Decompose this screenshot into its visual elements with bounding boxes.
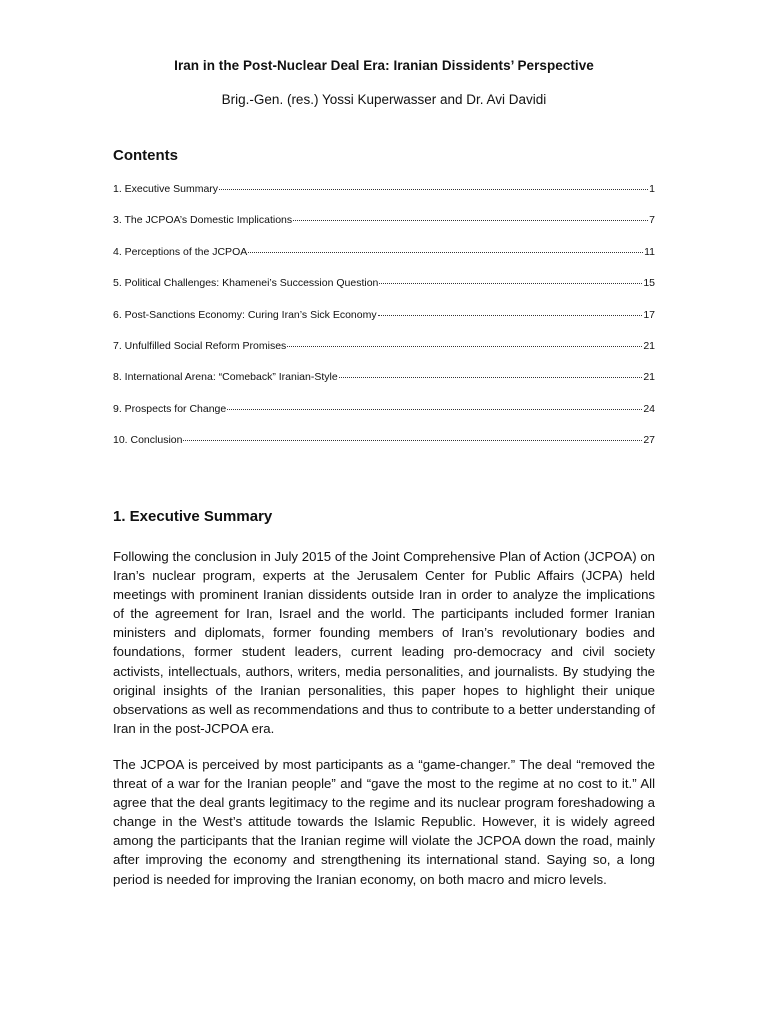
toc-entry[interactable]	[113, 403, 655, 434]
toc-entry-title: 3. The JCPOA’s Domestic Implications	[113, 214, 293, 227]
toc-dot-leader	[339, 376, 643, 378]
body-paragraph: Following the conclusion in July 2015 of the Joint Comprehensive Plan of Action (JCPOA) on Iran’s nuclear program, experts at the Jerusalem Center for Public Affairs (JCPA) held meetings with prominent Iranian dissidents outside Iran in order to analyze the implications of the agreement for Iran, Israel and the world. The participants included former Iranian ministers and diplomats, former founding members of Iran’s revolutionary bodies and foundations, former student leaders, current leading pro-democracy and civil society activists, intellectuals, authors, writers, media personalities, and journalists. By studying the original insights of the Iranian personalities, this paper hopes to highlight their unique observations as well as recommendations and thus to contribute to a better understanding of Iran in the post-JCPOA era.	[113, 549, 655, 736]
toc-entry-page: 21	[643, 371, 655, 384]
toc-dot-leader	[183, 439, 642, 441]
toc-entry-title: 6. Post-Sanctions Economy: Curing Iran’s Sick Economy	[113, 308, 377, 321]
document-authors: Brig.-Gen. (res.) Yossi Kuperwasser and Dr. Avi Davidi	[221, 92, 547, 107]
toc-dot-leader	[379, 282, 642, 284]
toc-entry-page: 21	[643, 339, 655, 352]
toc-entry-title: 5. Political Challenges: Khamenei’s Succession Question	[113, 277, 379, 290]
toc-dot-leader	[287, 345, 642, 347]
toc-entry-page: 15	[643, 277, 655, 290]
toc-entry[interactable]	[113, 371, 655, 402]
toc-entry[interactable]	[113, 434, 655, 465]
document-title: Iran in the Post-Nuclear Deal Era: Iranian Dissidents’ Perspective	[174, 58, 594, 73]
toc-entry[interactable]	[113, 277, 655, 308]
toc-entry-title: 4. Perceptions of the JCPOA	[113, 245, 248, 258]
toc-entry-title: 1. Executive Summary	[113, 183, 219, 195]
toc-entry-page: 17	[643, 308, 655, 321]
section-heading: 1. Executive Summary	[113, 508, 273, 525]
toc-entry[interactable]	[113, 340, 655, 371]
toc-entry[interactable]	[113, 309, 655, 340]
toc-entry[interactable]	[113, 246, 655, 277]
toc-entry-page: 11	[644, 245, 655, 258]
table-of-contents	[113, 183, 655, 466]
toc-entry-page: 24	[643, 402, 655, 415]
contents-heading: Contents	[113, 147, 178, 164]
toc-dot-leader	[219, 188, 648, 190]
toc-entry-page: 27	[643, 434, 655, 447]
toc-entry-title: 7. Unfulfilled Social Reform Promises	[113, 339, 287, 352]
toc-dot-leader	[248, 251, 643, 253]
toc-dot-leader	[378, 314, 643, 316]
toc-entry-title: 9. Prospects for Change	[113, 402, 227, 415]
body-paragraph: The JCPOA is perceived by most participants as a “game-changer.” The deal “removed the threat of a war for the Iranian people” and “gave the most to the regime at no cost to it.” All agree that the deal grants legitimacy to the regime and its nuclear program foreshadowing a change in the West’s attitude towards the Islamic Republic. However, it is widely agreed among the participants that the Iranian regime will violate the JCPOA down the road, mainly after improving the economy and strengthening its international stand. Saying so, a long period is needed for improving the Iranian economy, on both macro and micro levels.	[113, 757, 655, 887]
toc-entry-page: 1	[649, 183, 655, 195]
toc-dot-leader	[293, 219, 648, 221]
toc-entry[interactable]	[113, 183, 655, 214]
toc-entry-page: 7	[649, 214, 655, 227]
toc-entry[interactable]	[113, 214, 655, 245]
toc-entry-title: 8. International Arena: “Comeback” Iranian-Style	[113, 371, 338, 384]
toc-dot-leader	[227, 408, 642, 410]
toc-entry-title: 10. Conclusion	[113, 434, 183, 447]
